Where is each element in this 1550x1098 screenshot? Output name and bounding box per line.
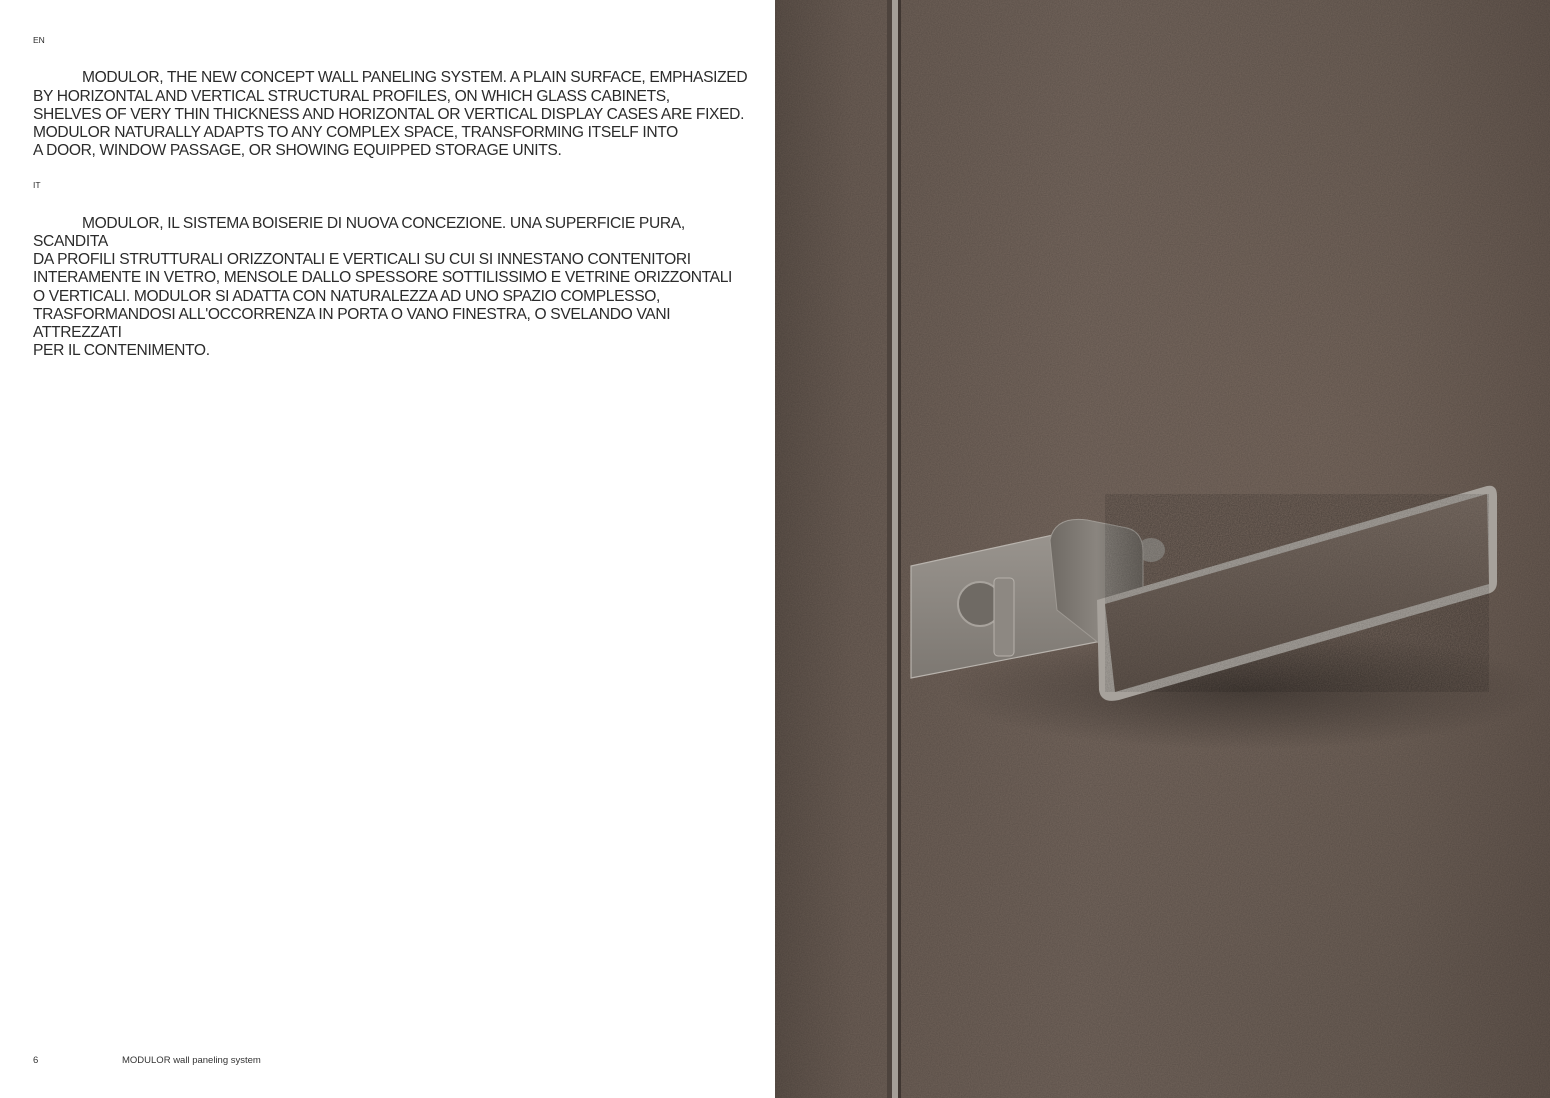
thumb-turn: [994, 578, 1014, 656]
page-number: 6: [33, 1055, 39, 1066]
vertical-profile: [892, 0, 898, 1098]
footer-title: MODULOR wall paneling system: [122, 1055, 261, 1066]
language-tag-it: IT: [33, 180, 41, 191]
paragraph-en-body: BY HORIZONTAL AND VERTICAL STRUCTURAL PROFILES, ON WHICH GLASS CABINETS, SHELVES OF VERY THIN THICKNESS AND HORIZONTAL OR VERTICAL DISPLAY CASES ARE FIXED. MODULOR NATURALLY ADAPTS TO ANY COMPLEX SPACE, TRANSFORMING ITSELF INTO A DOOR, WINDOW PASSAGE, OR SHOWING EQUIPPED STORAGE UNITS.: [33, 87, 745, 160]
paragraph-it-first-line: MODULOR, IL SISTEMA BOISERIE DI NUOVA CONCEZIONE. UNA SUPERFICIE PURA, SCANDITA: [33, 214, 685, 251]
paragraph-it: [33, 178, 753, 360]
door-handle-illustration: [775, 0, 1550, 1098]
text-column: [33, 33, 753, 378]
paragraph-it-body: DA PROFILI STRUTTURALI ORIZZONTALI E VERTICALI SU CUI SI INNESTANO CONTENITORI INTERAMENTE IN VETRO, MENSOLE DALLO SPESSORE SOTTILISSIMO E VETRINE ORIZZONTALI O VERTICALI. MODULOR SI ADATTA CON NATURALEZZA AD UNO SPAZIO COMPLESSO, TRASFORMANDOSI ALL'OCCORRENZA IN PORTA O VANO FINESTRA, O SVELANDO VANI ATTREZZATI PER IL CONTENIMENTO.: [33, 251, 733, 360]
paragraph-en-first-line: MODULOR, THE NEW CONCEPT WALL PANELING SYSTEM. A PLAIN SURFACE, EMPHASIZED: [82, 69, 748, 87]
language-tag-en: EN: [33, 35, 45, 45]
paragraph-en: [33, 33, 753, 160]
product-photo: [775, 0, 1550, 1098]
